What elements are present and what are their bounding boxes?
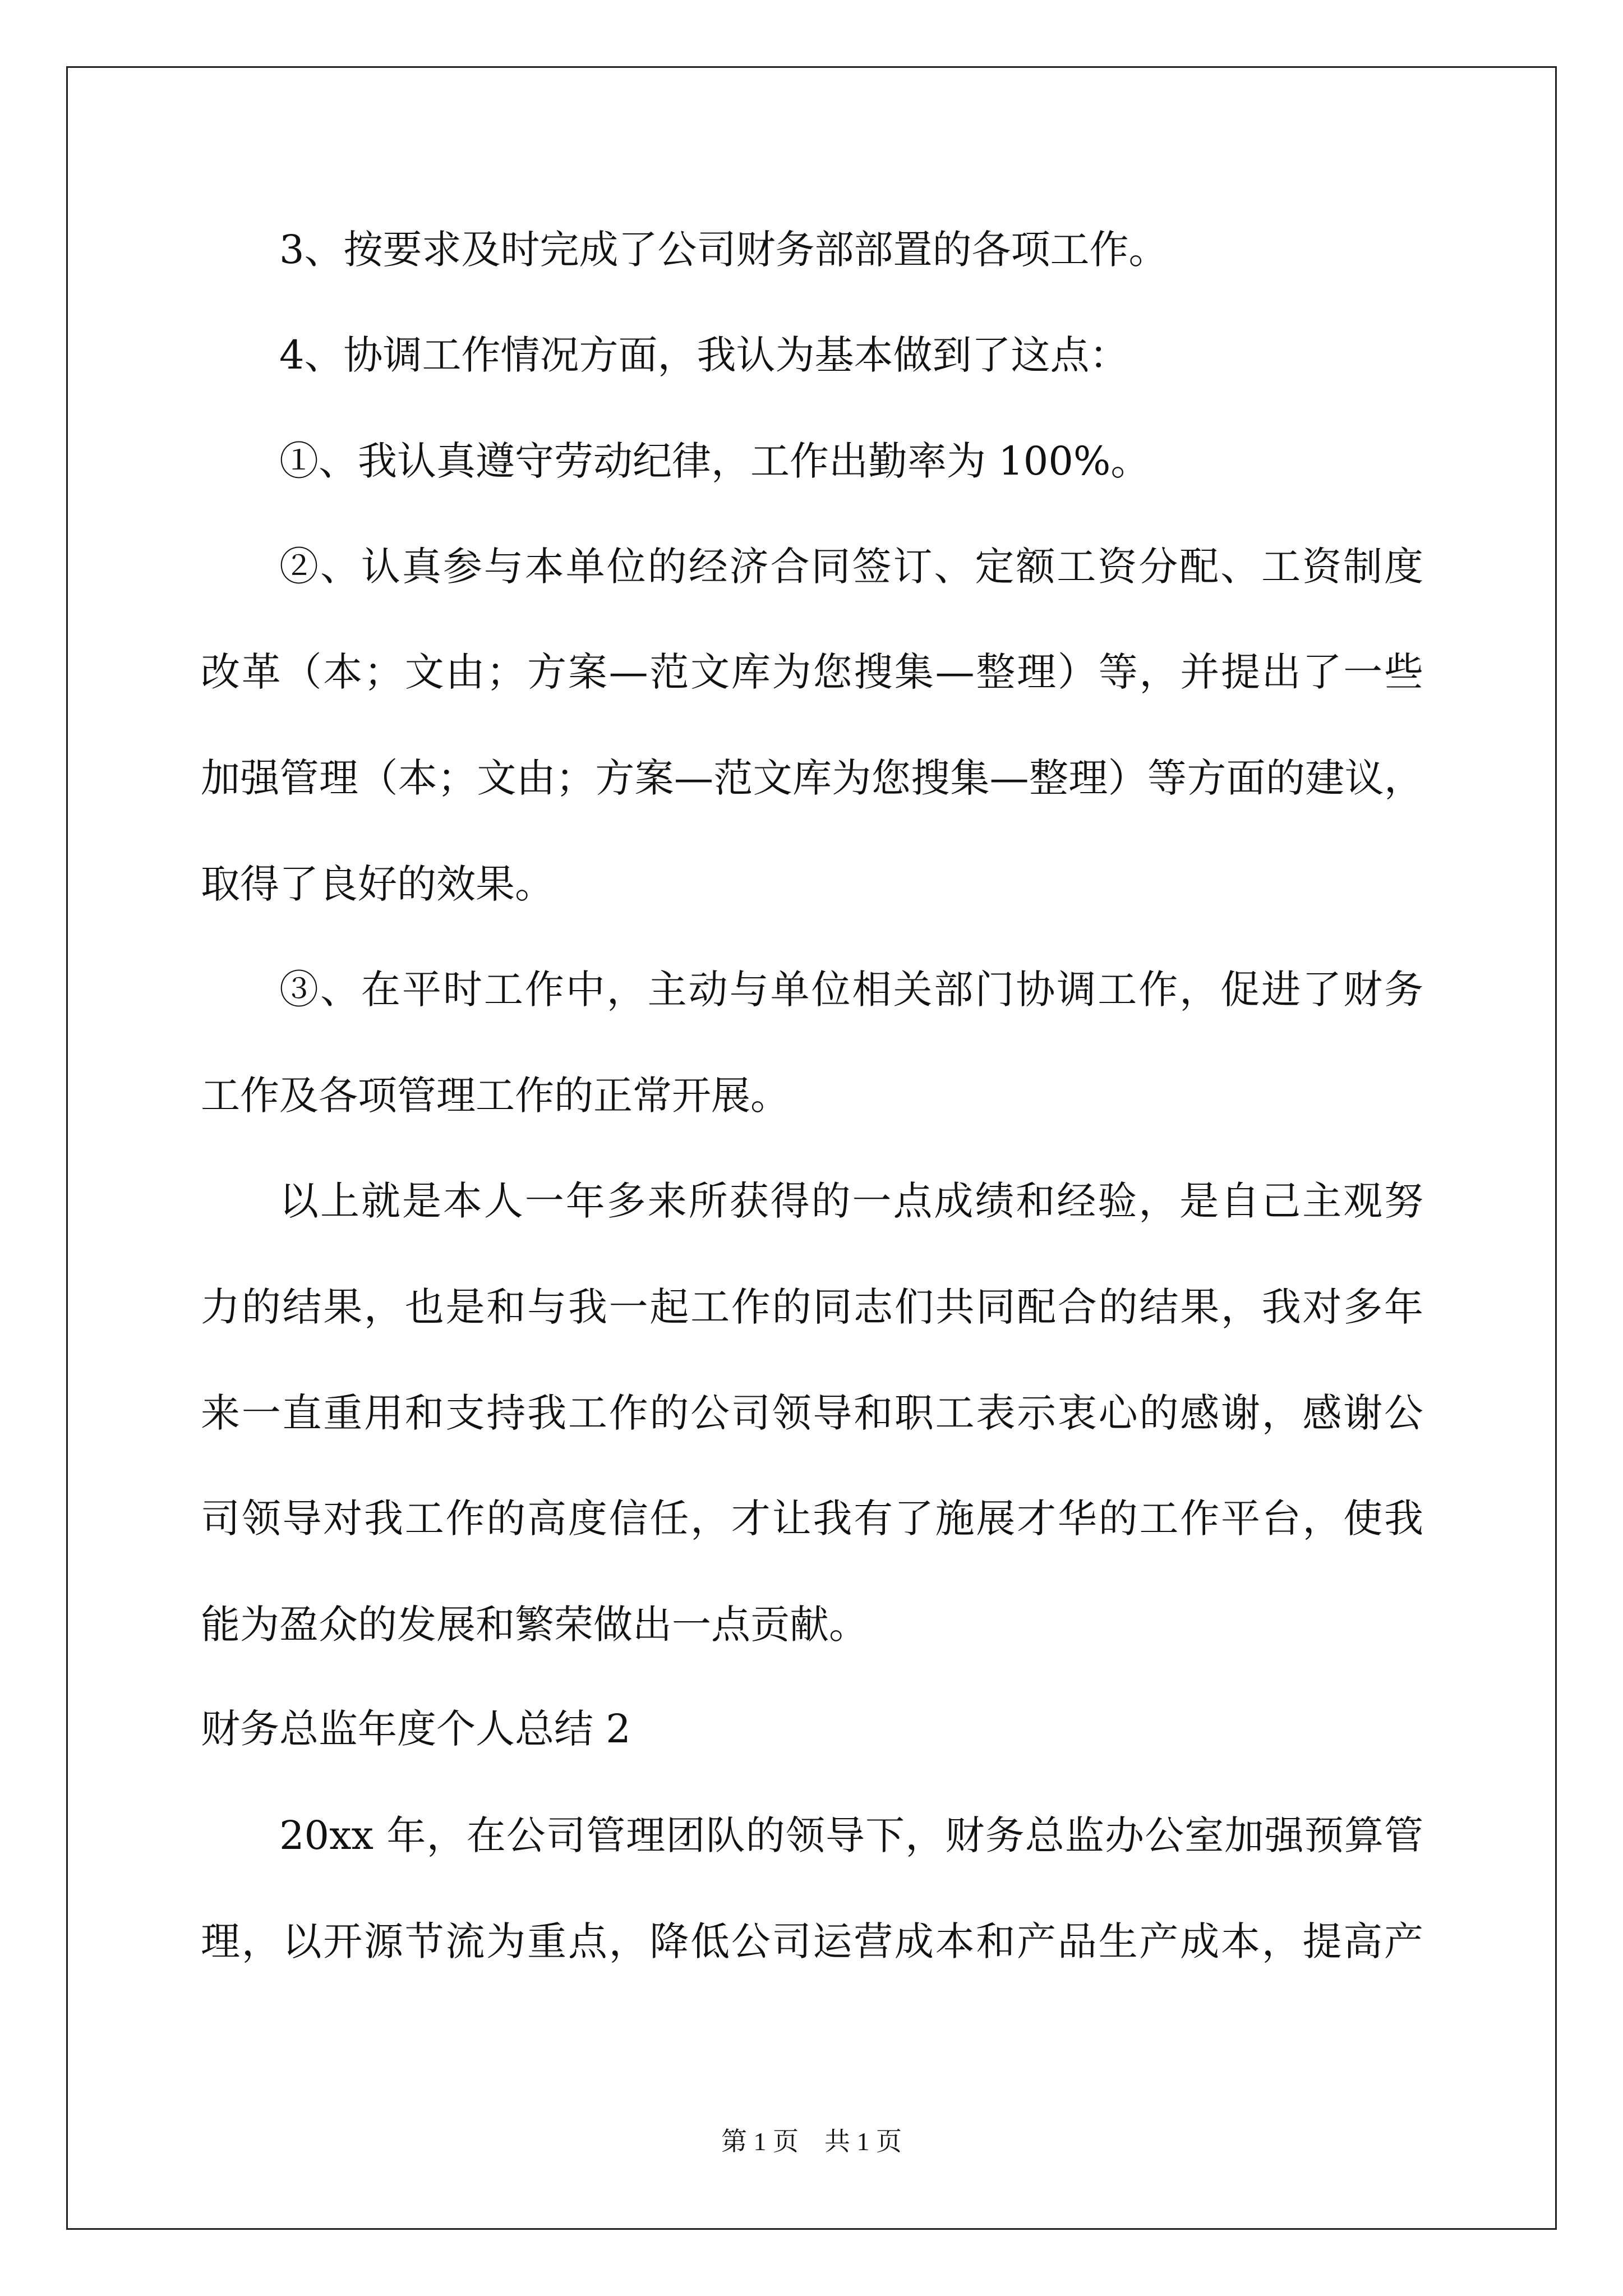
text-line: 取得了良好的效果。 xyxy=(201,861,554,907)
text-line: 加强管理（本；文由；方案—范文库为您搜集—整理）等方面的建议， xyxy=(201,755,1423,801)
text-line: 以上就是本人一年多来所获得的一点成绩和经验，是自己主观努 xyxy=(279,1178,1423,1224)
text-line: 来一直重用和支持我工作的公司领导和职工表示衷心的感谢，感谢公 xyxy=(201,1390,1423,1436)
page-border xyxy=(66,66,1557,2230)
text-line: 司领导对我工作的高度信任，才让我有了施展才华的工作平台，使我 xyxy=(201,1496,1423,1542)
text-line: 工作及各项管理工作的正常开展。 xyxy=(201,1073,790,1119)
page-number-footer: 第 1 页 共 1 页 xyxy=(721,2127,902,2156)
text-line: ①、我认真遵守劳动纪律，工作出勤率为 100%。 xyxy=(279,438,1150,484)
section-heading: 财务总监年度个人总结 2 xyxy=(201,1706,631,1752)
text-line: 能为盈众的发展和繁荣做出一点贡献。 xyxy=(201,1602,868,1648)
text-line: 力的结果，也是和与我一起工作的同志们共同配合的结果，我对多年 xyxy=(201,1284,1423,1330)
text-line: 理，以开源节流为重点，降低公司运营成本和产品生产成本，提高产 xyxy=(201,1918,1423,1964)
text-line: 20xx 年，在公司管理团队的领导下，财务总监办公室加强预算管 xyxy=(279,1812,1423,1858)
text-line: 改革（本；文由；方案—范文库为您搜集—整理）等，并提出了一些 xyxy=(201,649,1423,695)
text-line: ③、在平时工作中，主动与单位相关部门协调工作，促进了财务 xyxy=(279,967,1423,1013)
text-line: ②、认真参与本单位的经济合同签订、定额工资分配、工资制度 xyxy=(279,544,1423,590)
text-line: 4、协调工作情况方面，我认为基本做到了这点： xyxy=(279,332,1129,378)
text-line: 3、按要求及时完成了公司财务部部置的各项工作。 xyxy=(279,227,1168,273)
